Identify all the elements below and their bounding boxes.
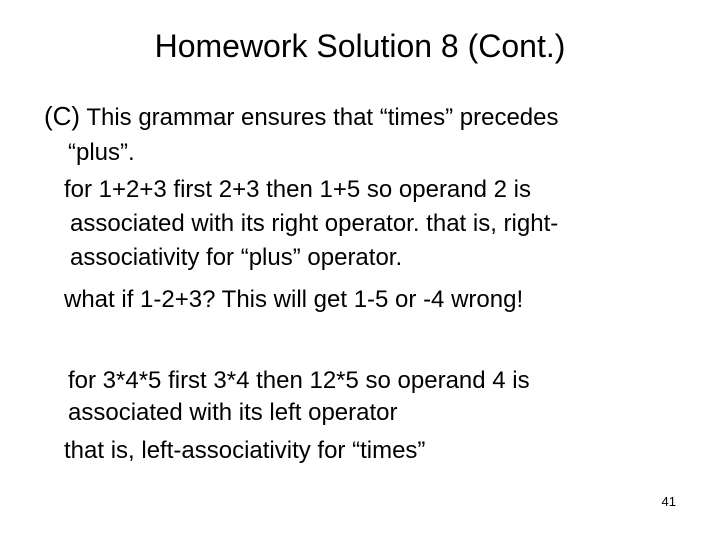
item-label-c: (C) (44, 101, 81, 131)
text-line-9: that is, left-associativity for “times” (64, 437, 426, 464)
text-line-4: associated with its right operator. that is, right- (70, 210, 559, 237)
slide-title: Homework Solution 8 (Cont.) (154, 28, 566, 64)
text-line-7: for 3*4*5 first 3*4 then 12*5 so operand 4 is (68, 367, 530, 394)
text-line-1 (44, 101, 559, 133)
page-number: 41 (661, 494, 676, 509)
text-line-8: associated with its left operator (68, 399, 398, 426)
text-line-3: for 1+2+3 first 2+3 then 1+5 so operand 2 is (64, 176, 531, 203)
text-line-6: what if 1-2+3? This will get 1-5 or -4 wrong! (64, 286, 524, 313)
text-line-2: “plus”. (68, 139, 135, 166)
text-line-5: associativity for “plus” operator. (70, 244, 403, 271)
text-line-1-body: This grammar ensures that “times” precedes (80, 104, 559, 131)
